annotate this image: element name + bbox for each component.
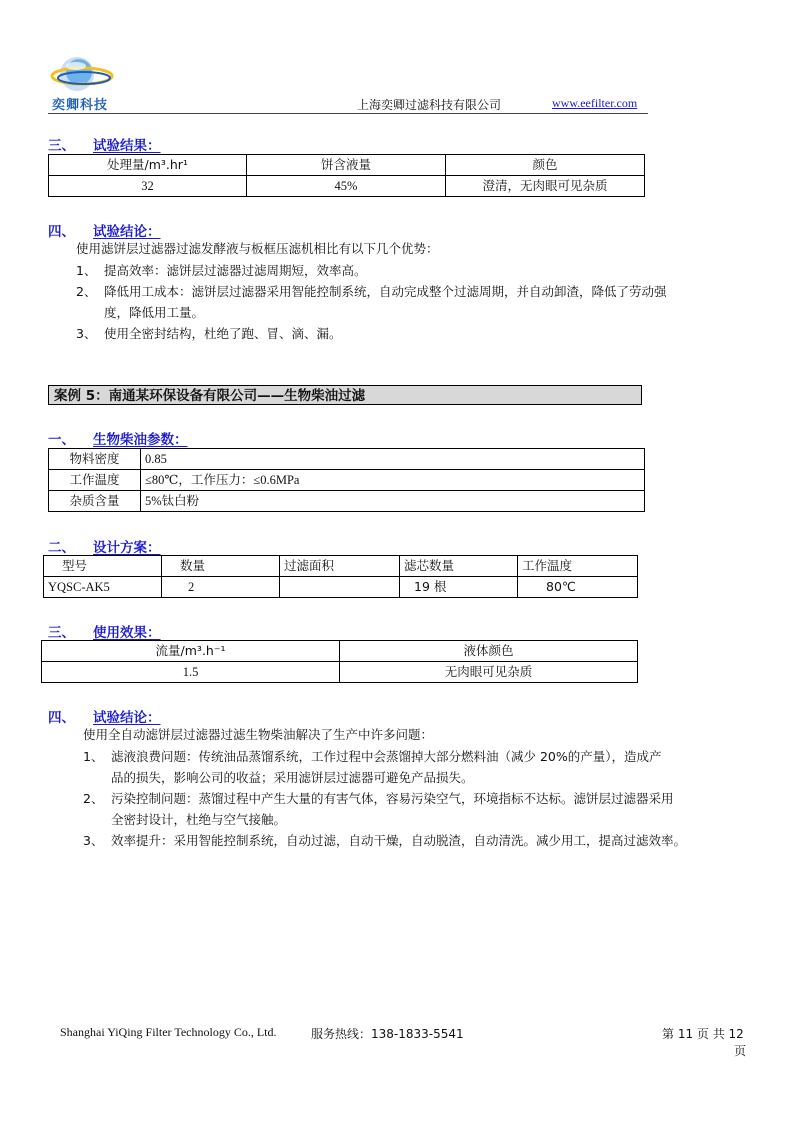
list-item <box>76 323 746 344</box>
table-cell: 2 <box>162 577 280 598</box>
footer-page-number: 第 11 页 共 12 <box>662 1027 744 1041</box>
param-value: 5%钛白粉 <box>141 491 645 512</box>
list-text-line1: 效率提升：采用智能控制系统，自动过滤，自动干燥，自动脱渣，自动清洗。减少用工，提高过滤效率。 <box>111 833 687 848</box>
table-row <box>49 491 645 512</box>
table-cell: 19 根 <box>400 577 518 598</box>
footer-company: Shanghai YiQing Filter Technology Co., Ltd. <box>60 1025 277 1039</box>
list-number: 2、 <box>83 791 104 806</box>
list-number: 2、 <box>76 284 97 299</box>
list-number: 1、 <box>83 749 104 764</box>
table-cell: 1.5 <box>42 662 340 683</box>
list-text-line2: 品的损失，影响公司的收益；采用滤饼层过滤器可避免产品损失。 <box>111 770 474 785</box>
table-cell <box>280 577 400 598</box>
section-design-heading <box>48 536 161 556</box>
table-header-cell: 数量 <box>162 556 280 577</box>
conclusion-intro: 使用滤饼层过滤器过滤发酵液与板框压滤机相比有以下几个优势： <box>76 241 439 256</box>
param-label: 工作温度 <box>49 470 141 491</box>
table-header-cell: 液体颜色 <box>340 641 638 662</box>
param-label: 物料密度 <box>49 449 141 470</box>
effect-table <box>41 640 638 683</box>
table-header-cell: 处理量/m³.hr¹ <box>49 155 247 176</box>
table-header-cell: 滤芯数量 <box>400 556 518 577</box>
table-header-cell: 工作温度 <box>518 556 638 577</box>
list-text: 提高效率：滤饼层过滤器过滤周期短，效率高。 <box>104 263 367 278</box>
results-table <box>48 154 645 197</box>
heading-title: 使用效果： <box>93 625 161 641</box>
footer-hotline: 服务热线：138-1833-5541 <box>311 1027 464 1041</box>
table-cell: 32 <box>49 176 247 197</box>
table-row <box>42 662 638 683</box>
table-cell: YQSC-AK5 <box>44 577 162 598</box>
table-header-cell: 饼含液量 <box>247 155 446 176</box>
table-cell: 澄清，无肉眼可见杂质 <box>446 176 645 197</box>
table-cell: 45% <box>247 176 446 197</box>
table-header-cell: 过滤面积 <box>280 556 400 577</box>
final-conclusion-intro: 使用全自动滤饼层过滤器过滤生物柴油解决了生产中许多问题： <box>83 727 434 742</box>
heading-number: 四、 <box>48 224 75 240</box>
table-header-cell: 型号 <box>44 556 162 577</box>
list-number: 3、 <box>76 326 97 341</box>
list-text-line1: 污染控制问题：蒸馏过程中产生大量的有害气体，容易污染空气，环境指标不达标。滤饼层过滤器采用 <box>111 791 674 806</box>
heading-title: 试验结论： <box>93 710 161 726</box>
case-title-banner: 案例 5：南通某环保设备有限公司——生物柴油过滤 <box>48 385 642 405</box>
list-number: 3、 <box>83 833 104 848</box>
design-table <box>43 555 638 598</box>
param-value: ≤80℃，工作压力：≤0.6MPa <box>141 470 645 491</box>
section-conclusion-heading <box>48 220 161 240</box>
list-number: 1、 <box>76 263 97 278</box>
table-cell: 无肉眼可见杂质 <box>340 662 638 683</box>
table-header-row <box>42 641 638 662</box>
table-row <box>49 176 645 197</box>
table-row <box>44 577 638 598</box>
heading-number: 一、 <box>48 432 75 448</box>
table-header-row <box>49 155 645 176</box>
list-item <box>83 788 753 830</box>
heading-title: 设计方案： <box>93 540 161 556</box>
list-item <box>83 830 753 851</box>
heading-title: 生物柴油参数： <box>93 432 188 448</box>
heading-number: 三、 <box>48 138 75 154</box>
heading-title: 试验结论： <box>93 224 161 240</box>
footer-page-suffix: 页 <box>734 1044 747 1058</box>
list-item <box>76 260 746 281</box>
table-header-cell: 流量/m³.h⁻¹ <box>42 641 340 662</box>
table-header-row <box>44 556 638 577</box>
section-effect-heading <box>48 621 161 641</box>
heading-number: 三、 <box>48 625 75 641</box>
logo <box>46 52 126 114</box>
section-params-heading <box>48 428 188 448</box>
table-row <box>49 470 645 491</box>
param-label: 杂质含量 <box>49 491 141 512</box>
list-text-line1: 降低用工成本：滤饼层过滤器采用智能控制系统，自动完成整个过滤周期，并自动卸渣，降低了劳动强 <box>104 284 667 299</box>
heading-title: 试验结果： <box>93 138 161 154</box>
list-item <box>76 281 746 323</box>
section-results-heading <box>48 134 161 154</box>
table-row <box>49 449 645 470</box>
table-cell: 80℃ <box>518 577 638 598</box>
list-text-line2: 全密封设计，杜绝与空气接触。 <box>111 812 287 827</box>
company-logo-icon <box>46 52 126 98</box>
heading-number: 二、 <box>48 540 75 556</box>
list-text: 使用全密封结构，杜绝了跑、冒、滴、漏。 <box>104 326 342 341</box>
table-header-cell: 颜色 <box>446 155 645 176</box>
header-divider <box>48 113 648 114</box>
logo-text: 奕卿科技 <box>52 98 109 113</box>
list-text-line2: 度，降低用工量。 <box>104 305 205 320</box>
list-item <box>83 746 753 788</box>
section-final-conclusion-heading <box>48 706 161 726</box>
params-table <box>48 448 645 512</box>
param-value: 0.85 <box>141 449 645 470</box>
header-website-link[interactable]: www.eefilter.com <box>552 96 638 110</box>
header-company: 上海奕卿过滤科技有限公司 <box>357 98 502 112</box>
list-text-line1: 滤液浪费问题：传统油品蒸馏系统，工作过程中会蒸馏掉大部分燃料油（减少 20%的产量），造成产 <box>111 749 662 764</box>
heading-number: 四、 <box>48 710 75 726</box>
